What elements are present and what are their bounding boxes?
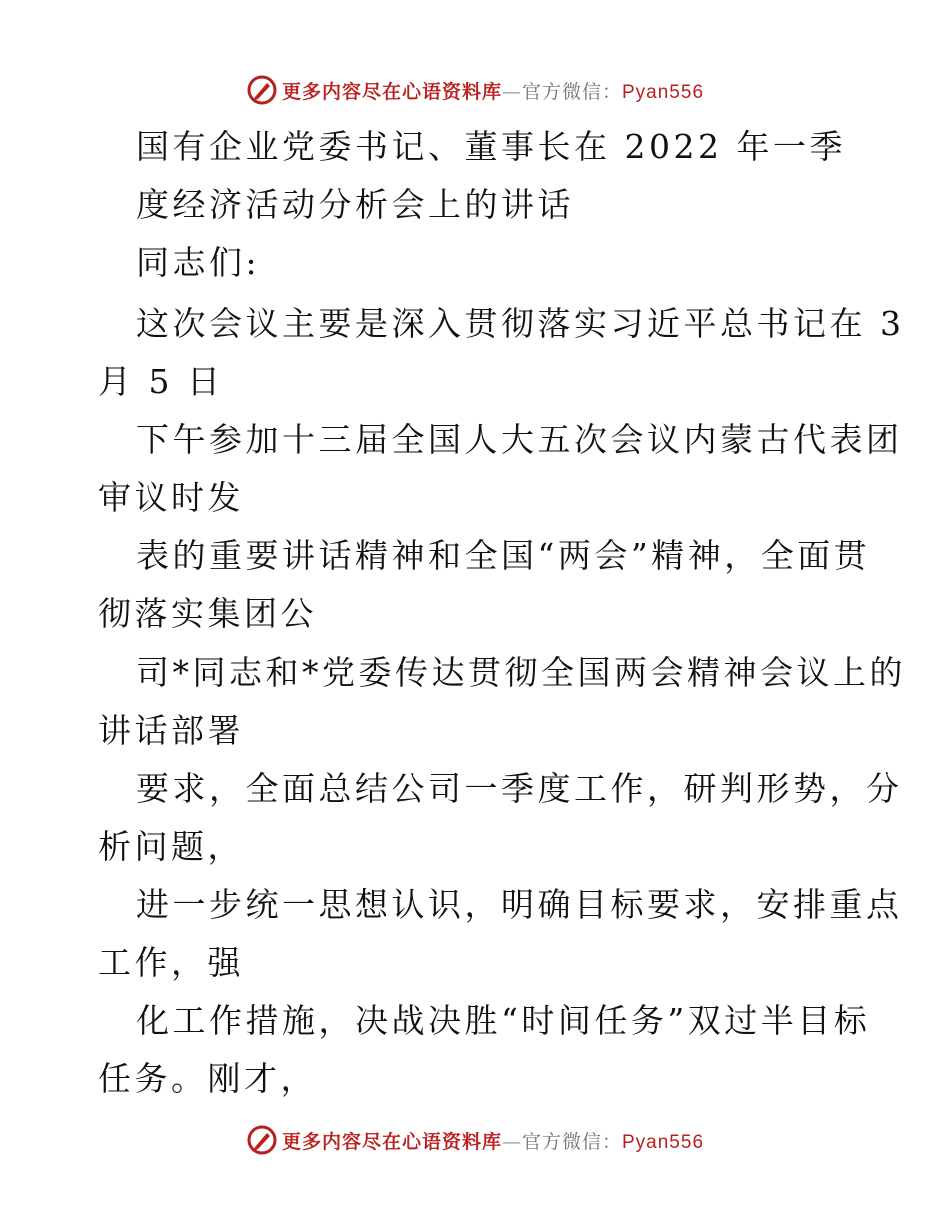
watermark-sub: 官方微信： (521, 80, 622, 103)
watermark-main: 更多内容尽在心语资料库 (281, 80, 502, 103)
watermark-banner-bottom (0, 1120, 950, 1160)
title-line-1: 国有企业党委书记、董事长在 2022 年一季 (136, 127, 846, 166)
pen-logo-icon (246, 1124, 278, 1156)
watermark-sub: 官方微信： (521, 1130, 622, 1153)
paragraph-line: 司*同志和*党委传达贯彻全国两会精神会议上的 (136, 653, 906, 692)
paragraph-line: 讲话部署 (98, 711, 244, 750)
paragraph-line: 彻落实集团公 (98, 594, 317, 633)
paragraph-line: 析问题， (98, 827, 244, 866)
paragraph-line: 工作，强 (98, 943, 244, 982)
paragraph-line: 下午参加十三届全国人大五次会议内蒙古代表团 (136, 420, 903, 459)
watermark-main: 更多内容尽在心语资料库 (281, 1130, 502, 1153)
paragraph-line: 这次会议主要是深入贯彻落实习近平总书记在 3 (136, 304, 905, 343)
watermark-wechat: Pyan556 (622, 1131, 705, 1153)
title-line-2: 度经济活动分析会上的讲话 (136, 185, 574, 224)
salutation: 同志们: (136, 243, 261, 282)
paragraph-line: 审议时发 (98, 478, 244, 517)
paragraph-line: 要求，全面总结公司一季度工作，研判形势，分 (136, 769, 903, 808)
watermark-wechat: Pyan556 (622, 81, 705, 103)
watermark-text (282, 1127, 704, 1154)
paragraph-line: 化工作措施，决战决胜“时间任务”双过半目标 (136, 1001, 871, 1040)
watermark-dash: — (501, 80, 522, 103)
paragraph-line: 进一步统一思想认识，明确目标要求，安排重点 (136, 885, 903, 924)
watermark-dash: — (501, 1130, 522, 1153)
paragraph-line: 任务。刚才， (98, 1059, 317, 1098)
paragraph-line: 表的重要讲话精神和全国“两会”精神，全面贯 (136, 536, 871, 575)
paragraph-line: 月 5 日 (98, 362, 224, 401)
